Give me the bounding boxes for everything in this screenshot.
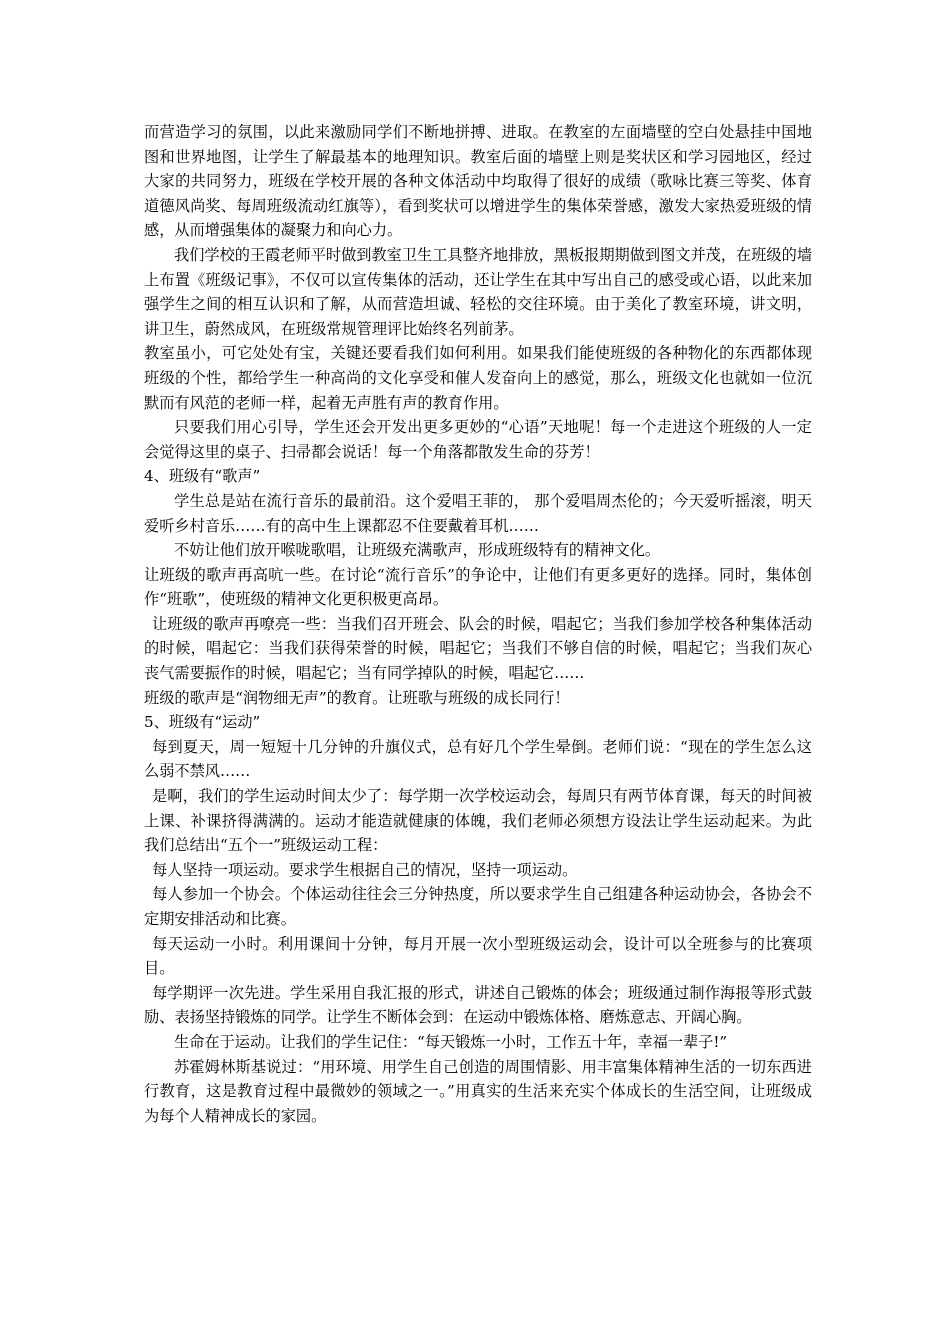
paragraph-summer-flag: 每到夏天，周一短短十几分钟的升旗仪式，总有好几个学生晕倒。老师们说：“现在的学生怎么这么弱不禁风…… bbox=[144, 737, 812, 781]
paragraph-sukhomlinsky: 苏霍姆林斯基说过：“用环境、用学生自己创造的周围情影、用丰富集体精神生活的一切东西进行教育，这是教育过程中最微妙的领域之一。”用真实的生活来充实个体成长的生活空间，让班级成为每个人精神成长的家园。 bbox=[144, 1057, 812, 1125]
paragraph-life-motion: 生命在于运动。让我们的学生记住：“每天锻炼一小时，工作五十年，幸福一辈子!” bbox=[174, 1032, 728, 1051]
paragraph-one-award: 每学期评一次先进。学生采用自我汇报的形式，讲述自己锻炼的体会；班级通过制作海报等形式鼓励、表扬坚持锻炼的同学。让学生不断体会到：在运动中锻炼体格、磨炼意志、开阔心胸。 bbox=[144, 983, 812, 1027]
paragraph-sing-out: 不妨让他们放开喉咙歌唱，让班级充满歌声，形成班级特有的精神文化。 bbox=[174, 541, 660, 560]
paragraph-guidance: 只要我们用心引导，学生还会开发出更多更妙的“心语”天地呢！每一个走进这个班级的人一定会觉得这里的桌子、扫帚都会说话！每一个角落都散发生命的芬芳！ bbox=[144, 418, 812, 461]
paragraph-one-club: 每人参加一个协会。个体运动往往会三分钟热度，所以要求学生自己组建各种运动协会，各协会不定期安排活动和比赛。 bbox=[144, 885, 812, 928]
paragraph-classroom-walls: 而营造学习的氛围，以此来激励同学们不断地拼搏、进取。在教室的左面墙壁的空白处悬挂中国地图和世界地图，让学生了解最基本的地理知识。教室后面的墙壁上则是奖状区和学习园地区，经过大家的共同努力，班级在学校开展的各种文体活动中均取得了很好的成绩（歌咏比赛三等奖、体育道德风尚奖、每周班级流动红旗等），看到奖状可以增进学生的集体荣誉感，激发大家热爱班级的情感，从而增强集体的凝聚力和向心力。 bbox=[144, 123, 812, 240]
paragraph-song-education: 班级的歌声是“润物细无声”的教育。让班歌与班级的成长同行！ bbox=[144, 688, 570, 707]
paragraph-class-song: 让班级的歌声再高吭一些。在讨论“流行音乐”的争论中，让他们有更多更好的选择。同时，集体创作“班歌”，使班级的精神文化更积极更高昂。 bbox=[144, 565, 812, 609]
section-heading-sports: 5、班级有“运动” bbox=[144, 713, 261, 732]
document-body bbox=[144, 120, 812, 1128]
section-heading-songs: 4、班级有“歌声” bbox=[144, 467, 261, 486]
paragraph-classroom-small: 教室虽小，可它处处有宝，关键还要看我们如何利用。如果我们能使班级的各种物化的东西都体现班级的个性，都给学生一种高尚的文化享受和催人发奋向上的感觉，那么，班级文化也就如一位沉默而有风范的老师一样，起着无声胜有声的教育作用。 bbox=[144, 344, 812, 412]
paragraph-pop-music: 学生总是站在流行音乐的最前沿。这个爱唱王菲的， 那个爱唱周杰伦的；今天爱听摇滚，明天爱听乡村音乐……有的高中生上课都忍不住要戴着耳机…… bbox=[144, 491, 812, 535]
paragraph-sing-louder: 让班级的歌声再嘹亮一些：当我们召开班会、队会的时候，唱起它；当我们参加学校各种集体活动的时候，唱起它：当我们获得荣誉的时候，唱起它；当我们不够自信的时候，唱起它；当我们灰心丧气需要振作的时候，唱起它；当有同学掉队的时候，唱起它…… bbox=[144, 614, 812, 683]
paragraph-exercise-time: 是啊，我们的学生运动时间太少了：每学期一次学校运动会，每周只有两节体育课，每天的时间被上课、补课挤得满满的。运动才能造就健康的体魄，我们老师必须想方设法让学生运动起来。为此我们总结出“五个一”班级运动工程： bbox=[144, 787, 812, 855]
paragraph-wang-xia: 我们学校的王霞老师平时做到教室卫生工具整齐地排放，黑板报期期做到图文并茂，在班级的墙上布置《班级记事》，不仅可以宣传集体的活动，还让学生在其中写出自己的感受或心语，以此来加强学生之间的相互认识和了解，从而营造坦诚、轻松的交往环境。由于美化了教室环境，讲文明，讲卫生，蔚然成风，在班级常规管理评比始终名列前茅。 bbox=[144, 245, 812, 338]
paragraph-one-hour: 每天运动一小时。利用课间十分钟，每月开展一次小型班级运动会，设计可以全班参与的比赛项目。 bbox=[144, 934, 812, 978]
paragraph-one-sport: 每人坚持一项运动。要求学生根据自己的情况，坚持一项运动。 bbox=[152, 860, 578, 879]
